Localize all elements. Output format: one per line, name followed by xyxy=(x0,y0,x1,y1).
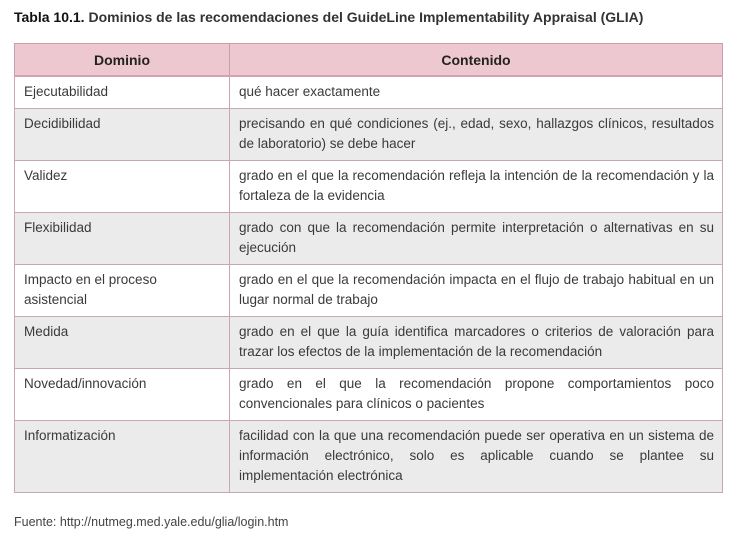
table-row xyxy=(15,161,723,213)
domain-cell: Medida xyxy=(15,317,230,369)
source-note: Fuente: http://nutmeg.med.yale.edu/glia/login.htm xyxy=(14,515,289,529)
table-row xyxy=(15,421,723,493)
domain-cell: Flexibilidad xyxy=(15,213,230,265)
domain-cell: Validez xyxy=(15,161,230,213)
content-cell: grado en el que la recomendación impacta en el flujo de trabajo habitual en un lugar normal de trabajo xyxy=(230,265,723,317)
table-row xyxy=(15,109,723,161)
content-cell: qué hacer exactamente xyxy=(230,76,723,109)
content-cell: grado en el que la recomendación propone comportamientos poco convencionales para clínicos o pacientes xyxy=(230,369,723,421)
table-row xyxy=(15,369,723,421)
table-caption xyxy=(14,8,643,26)
table-row xyxy=(15,265,723,317)
content-cell: facilidad con la que una recomendación puede ser operativa en un sistema de información electrónico, solo es aplicable cuando se plantee su implementación electrónica xyxy=(230,421,723,493)
header-content: Contenido xyxy=(230,44,723,77)
domain-cell: Decidibilidad xyxy=(15,109,230,161)
domain-cell: Impacto en el proceso asistencial xyxy=(15,265,230,317)
header-domain: Dominio xyxy=(15,44,230,77)
table-number: Tabla 10.1. xyxy=(14,9,85,25)
table-title: Dominios de las recomendaciones del GuideLine Implementability Appraisal (GLIA) xyxy=(88,9,644,25)
domain-cell: Novedad/innovación xyxy=(15,369,230,421)
content-cell: precisando en qué condiciones (ej., edad, sexo, hallazgos clínicos, resultados de laboratorio) se debe hacer xyxy=(230,109,723,161)
table-header-row xyxy=(15,44,723,77)
content-cell: grado con que la recomendación permite interpretación o alternativas en su ejecución xyxy=(230,213,723,265)
domain-cell: Informatización xyxy=(15,421,230,493)
table-row xyxy=(15,76,723,109)
content-cell: grado en el que la recomendación refleja la intención de la recomendación y la fortaleza de la evidencia xyxy=(230,161,723,213)
glia-domains-table xyxy=(14,43,723,493)
domain-cell: Ejecutabilidad xyxy=(15,76,230,109)
table-row xyxy=(15,317,723,369)
content-cell: grado en el que la guía identifica marcadores o criterios de valoración para trazar los efectos de la implementación de la recomendación xyxy=(230,317,723,369)
table-row xyxy=(15,213,723,265)
